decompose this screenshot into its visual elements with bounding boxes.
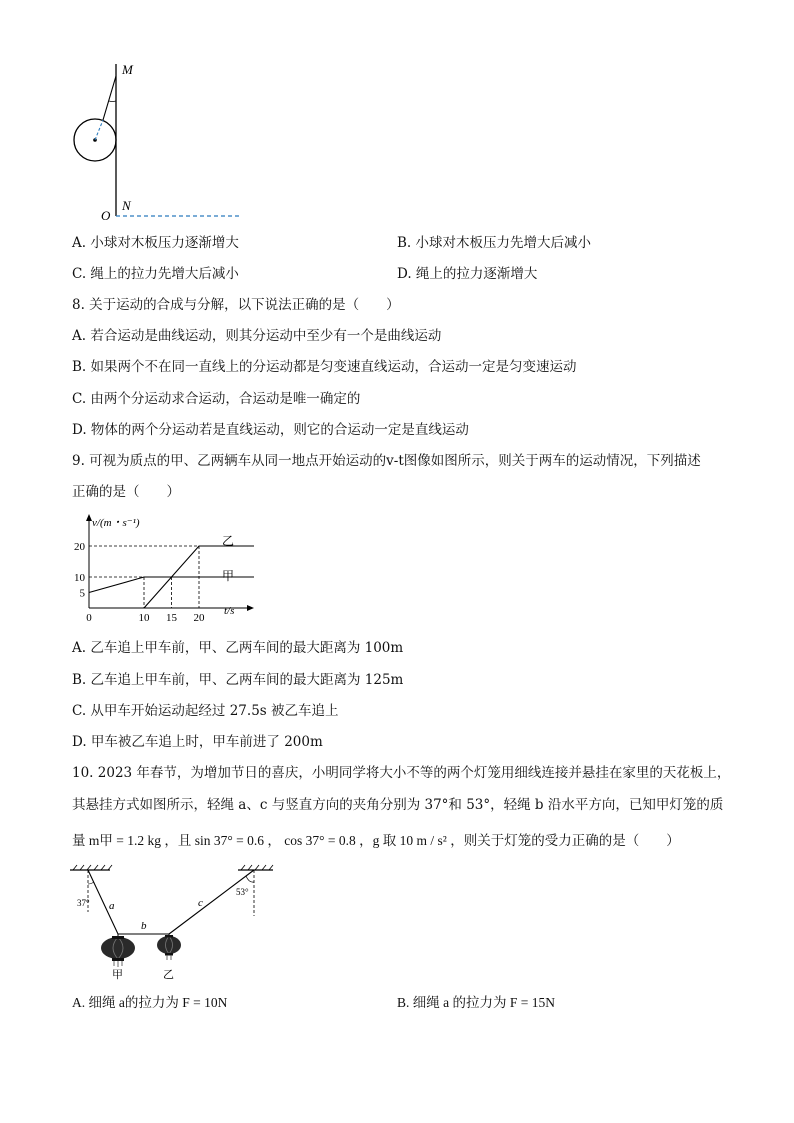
q9-option-b[interactable]: B. 乙车追上甲车前，甲、乙两车间的最大距离为 125m (72, 672, 404, 688)
q7-option-b[interactable]: B. 小球对木板压力先增大后减小 (397, 235, 592, 251)
q8-stem: 8. 关于运动的合成与分解，以下说法正确的是（ ） (72, 297, 400, 313)
q7-option-d[interactable]: D. 绳上的拉力逐渐增大 (397, 266, 538, 282)
angle-arc-left (88, 882, 94, 884)
series-label-yi: 乙 (222, 534, 235, 548)
x-axis-arrow (247, 605, 254, 611)
rope (103, 76, 116, 120)
rope-c (169, 870, 254, 934)
q8-option-b[interactable]: B. 如果两个不在同一直线上的分运动都是匀变速直线运动，合运动一定是匀变速运动 (72, 359, 577, 375)
x-tick-label: 20 (193, 612, 205, 624)
q10-stem-line3: 量 m甲 = 1.2 kg ，且 sin 37° = 0.6 ， cos 37° = 0.8 ，g 取 10 m / s² ，则关于灯笼的受力正确的是（ ） (72, 833, 680, 848)
q8-option-a[interactable]: A. 若合运动是曲线运动，则其分运动中至少有一个是曲线运动 (72, 328, 442, 344)
q9-stem-line2: 正确的是（ ） (72, 484, 180, 500)
q7-option-a[interactable]: A. 小球对木板压力逐渐增大 (72, 235, 239, 251)
angle-arc-right (246, 876, 254, 882)
q9-stem-line1: 9. 可视为质点的甲、乙两辆车从同一地点开始运动的v-t图像如图所示，则关于两车的运动情况，下列描述 (72, 453, 701, 469)
label-n: N (122, 198, 131, 213)
q9-option-a[interactable]: A. 乙车追上甲车前，甲、乙两车间的最大距离为 100m (72, 640, 404, 656)
q10-option-b[interactable]: B. 细绳 a 的拉力为 F = 15N (397, 995, 555, 1010)
x-tick-label: 0 (86, 612, 92, 624)
q10-stem-line2: 其悬挂方式如图所示，轻绳 a、c 与竖直方向的夹角分别为 37°和 53°，轻绳 b 沿水平方向，已知甲灯笼的质 (72, 797, 724, 813)
y-tick-label: 20 (74, 541, 85, 553)
q8-option-c[interactable]: C. 由两个分运动求合运动，合运动是唯一确定的 (72, 391, 361, 407)
q7-wall-ball-figure (70, 58, 255, 223)
q10-option-a[interactable]: A. 细绳 a的拉力为 F = 10N (72, 995, 228, 1010)
q8-option-d[interactable]: D. 物体的两个分运动若是直线运动，则它的合运动一定是直线运动 (72, 422, 469, 438)
lantern-yi (157, 936, 181, 954)
y-axis-label: v/(m・s⁻¹) (92, 517, 140, 529)
angle-37: 37° (77, 898, 90, 908)
q7-option-c[interactable]: C. 绳上的拉力先增大后减小 (72, 266, 239, 282)
label-o: O (101, 208, 111, 223)
y-tick-label: 10 (74, 572, 85, 584)
q10-stem-line1: 10. 2023 年春节，为增加节日的喜庆，小明同学将大小不等的两个灯笼用细线连接并悬挂在家里的天花板上， (72, 765, 731, 781)
q9-vt-chart (72, 510, 262, 625)
label-m: M (122, 62, 133, 77)
angle-53: 53° (236, 887, 249, 897)
x-tick-label: 15 (166, 612, 177, 624)
x-tick-label: 10 (138, 612, 150, 624)
y-tick-label: 5 (79, 587, 85, 600)
lantern-jia-label: 甲 (112, 969, 123, 980)
lantern-jia (101, 937, 135, 959)
q9-option-d[interactable]: D. 甲车被乙车追上时，甲车前进了 200m (72, 734, 323, 750)
q9-option-c[interactable]: C. 从甲车开始运动起经过 27.5s 被乙车追上 (72, 703, 339, 719)
series-label-jia: 甲 (222, 569, 235, 583)
q10-lantern-figure (68, 862, 283, 980)
angle-arc (109, 101, 116, 102)
rope-c-label: c (198, 897, 203, 909)
lantern-yi-label: 乙 (163, 969, 174, 980)
x-axis-label: t/s (224, 605, 235, 617)
radius-dashed (95, 120, 103, 140)
rope-b-label: b (141, 920, 147, 932)
rope-a-label: a (109, 900, 115, 912)
